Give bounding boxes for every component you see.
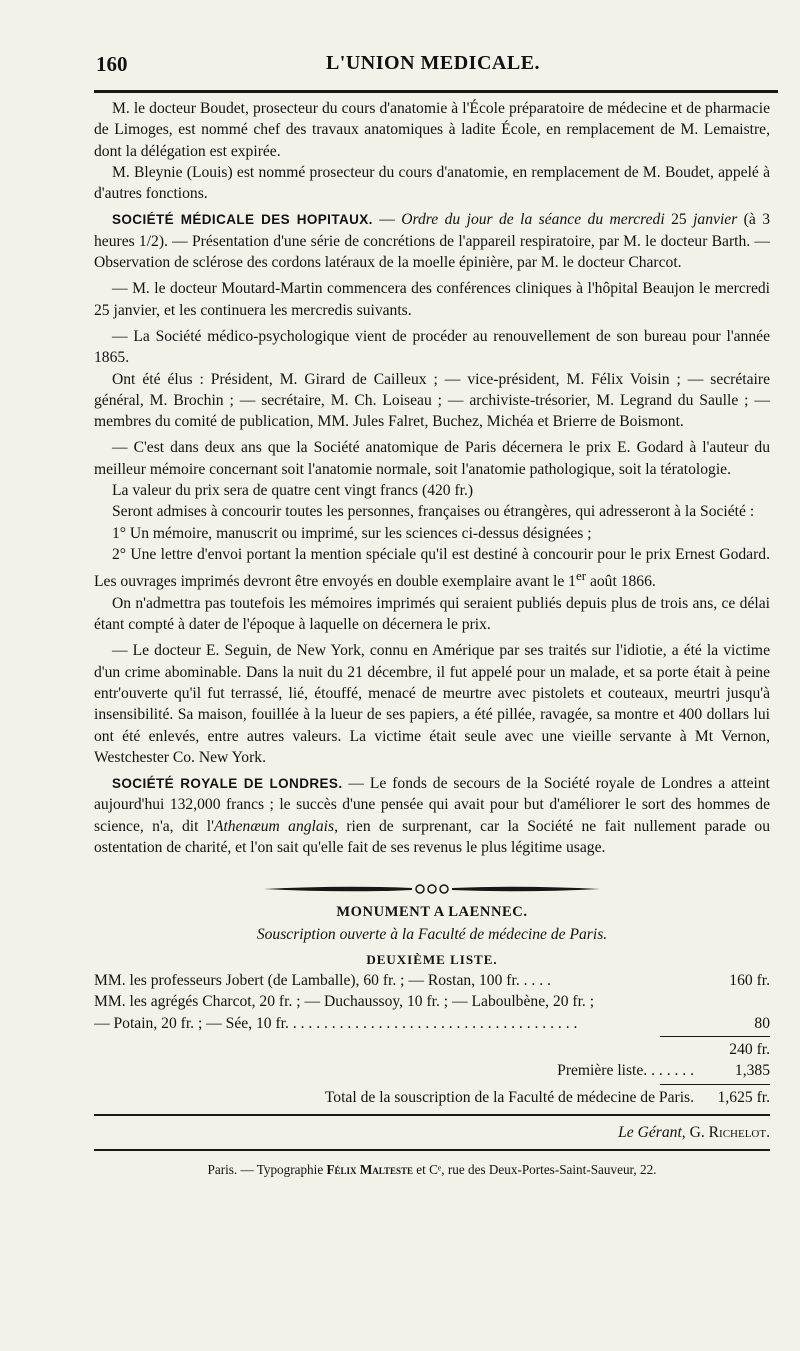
sum-rule xyxy=(660,1036,770,1037)
ornament-icon xyxy=(262,883,602,895)
paragraph: Ont été élus : Président, M. Girard de Cailleux ; — vice-président, M. Félix Voisin ; — secrétaire général, M. Brochin ; — secrétaire, M. Ch. Loiseau ; — archiviste-trésorier, M. Legrand du Saulle ; — membres du comité de publication, MM. Jules Falret, Buchez, Michéa et Brierre de Boismont. xyxy=(94,370,770,431)
subtotal-amount: 240 fr. xyxy=(729,1041,770,1059)
paragraph: — C'est dans deux ans que la Société anatomique de Paris décernera le prix E. Godard à l'auteur du meilleur mémoire concernant soit l'anatomie normale, soit l'anatomie pathologique, soit la tératologie. xyxy=(94,439,770,478)
page-number: 160 xyxy=(96,52,128,76)
monument-subtitle xyxy=(94,924,770,945)
printer-imprint xyxy=(94,1159,770,1180)
italic-text: janvier xyxy=(693,211,738,229)
text: 2° Une lettre d'envoi portant la mention spéciale qu'il est destiné à concourir pour le prix Ernest Godard. Les ouvrages imprimés devront être envoyés en double exemplaire avant le 1 xyxy=(94,545,770,591)
text: Paris. — Typographie xyxy=(207,1162,327,1178)
paragraph: 1° Un mémoire, manuscrit ou imprimé, sur les sciences ci-dessus désignées ; xyxy=(112,524,592,542)
monument-subtitle-text: Souscription ouverte à la Faculté de médecine de Paris. xyxy=(256,925,608,943)
sum-rule xyxy=(660,1084,770,1085)
paragraph: M. le docteur Boudet, prosecteur du cours d'anatomie à l'École préparatoire de médecine et de pharmacie de Limoges, est nommé chef des travaux anatomiques à ladite École, en remplacement de M. Lemaistre, dont la délégation est expirée. xyxy=(94,100,770,160)
list-title: DEUXIÈME LISTE. xyxy=(366,951,498,967)
row-label: MM. les professeurs Jobert (de Lamballe), 60 fr. ; — Rostan, 100 fr. . . . . xyxy=(94,972,551,990)
total-amount: 1,625 fr. xyxy=(717,1088,770,1106)
text: et Cᵉ, rue des Deux-Portes-Saint-Sauveur, 22. xyxy=(413,1162,657,1178)
italic-text: Athenæum anglais xyxy=(213,817,335,835)
text: — xyxy=(372,211,402,229)
paragraph: — La Société médico-psychologique vient de procéder au renouvellement de son bureau pour l'année 1865. xyxy=(94,327,770,367)
section-heading: SOCIÉTÉ MÉDICALE DES HOPITAUX. xyxy=(112,212,373,228)
first-list-row xyxy=(94,1060,770,1081)
italic-text: Ordre du jour de la séance du mercredi xyxy=(401,211,665,229)
paragraph: On n'admettra pas toutefois les mémoires imprimés qui seraient publiés depuis plus de trois ans, ce délai étant compté à dater de l'époque à laquelle on décernera le prix. xyxy=(94,594,770,634)
header-rule xyxy=(94,90,778,93)
paragraph: Seront admises à concourir toutes les personnes, françaises ou étrangères, qui adresseront à la Société : xyxy=(112,503,755,521)
row-label: MM. les agrégés Charcot, 20 fr. ; — Duchaussoy, 10 fr. ; — Laboulbène, 20 fr. ; xyxy=(94,993,595,1011)
text: , rien de surprenant, car la Société ne fait nullement parade ou ostentation de charité, et l'on sait qu'elle fait de ses revenus le plus légitime usage. xyxy=(94,817,770,856)
ornament-divider xyxy=(94,880,770,894)
row-label: — Potain, 20 fr. ; — Sée, 10 fr. . . . . . . . . . . . . . . . . . . . . . . . . . . . . . . . . . . . . . xyxy=(94,1014,578,1032)
paragraph: La valeur du prix sera de quatre cent vingt francs (420 fr.) xyxy=(112,482,474,500)
article-body xyxy=(94,98,770,1181)
page-header xyxy=(94,48,772,78)
paragraph: — M. le docteur Moutard-Martin commencera des conférences cliniques à l'hôpital Beaujon le mercredi 25 janvier, et les continuera les mercredis suivants. xyxy=(94,280,770,319)
text: août 1866. xyxy=(586,573,656,591)
first-list-amount: 1,385 xyxy=(734,1062,770,1080)
journal-title: L'UNION MEDICALE. xyxy=(325,52,541,74)
total-row xyxy=(94,1087,770,1108)
gerant-name: G. Richelot. xyxy=(689,1123,770,1141)
footer-rule xyxy=(94,1149,770,1151)
row-amount: 80 xyxy=(754,1014,770,1032)
gerant-signature xyxy=(94,1122,770,1143)
first-list-label: Première liste. . . . . . . xyxy=(557,1062,694,1080)
row-amount: 160 fr. xyxy=(729,972,770,990)
text: 25 xyxy=(664,211,694,229)
text: (à 3 heures 1/2). — Présentation d'une série de concrétions de l'appareil respiratoire, par M. le docteur Barth. — Observation de sclérose des cordons latéraux de la moelle épinière, par M. le docteur Charcot. xyxy=(94,211,770,272)
subtotal-row xyxy=(94,1039,770,1060)
subscription-row xyxy=(94,970,770,991)
subscription-row xyxy=(94,1013,770,1034)
superscript: er xyxy=(575,568,587,584)
paragraph xyxy=(94,773,770,858)
footer-rule xyxy=(94,1114,770,1116)
paragraph xyxy=(94,544,770,593)
total-label: Total de la souscription de la Faculté de médecine de Paris. xyxy=(324,1088,694,1106)
gerant-label: Le Gérant, xyxy=(618,1123,686,1141)
paragraph: M. Bleynie (Louis) est nommé prosecteur du cours d'anatomie, en remplacement de M. Boudet, appelé à d'autres fonctions. xyxy=(94,163,770,203)
subscription-row xyxy=(94,991,770,1012)
paragraph xyxy=(94,209,770,273)
paragraph: — Le docteur E. Seguin, de New York, connu en Amérique par ses traités sur l'idiotie, a été la victime d'un crime abominable. Dans la nuit du 21 décembre, il fut appelé pour un malade, et sa porte était à peine entr'ouverte qu'il fut terrassé, lié, étouffé, menacé de meurtre avec pistolets et couteaux, meurtri jusqu'à insensibilité. Sa maison, fouillée à la lueur de ses papiers, a été pillée, ravagée, sa montre et 400 dollars lui ont été enlevés, entre autres valeurs. La victime était seule avec une vieille servante à Mt Vernon, Westchester Co. New York. xyxy=(94,642,770,766)
monument-title: MONUMENT A LAENNEC. xyxy=(336,904,528,921)
section-heading: SOCIÉTÉ ROYALE DE LONDRES. xyxy=(112,776,343,792)
printer-name: Félix Malteste xyxy=(326,1162,413,1178)
text: — Le fonds de secours de la Société royale de Londres a atteint aujourd'hui 132,000 francs ; le succès d'une pensée qui avait pour but d'améliorer le sort des hommes de science, n'a, dit l' xyxy=(94,775,770,835)
